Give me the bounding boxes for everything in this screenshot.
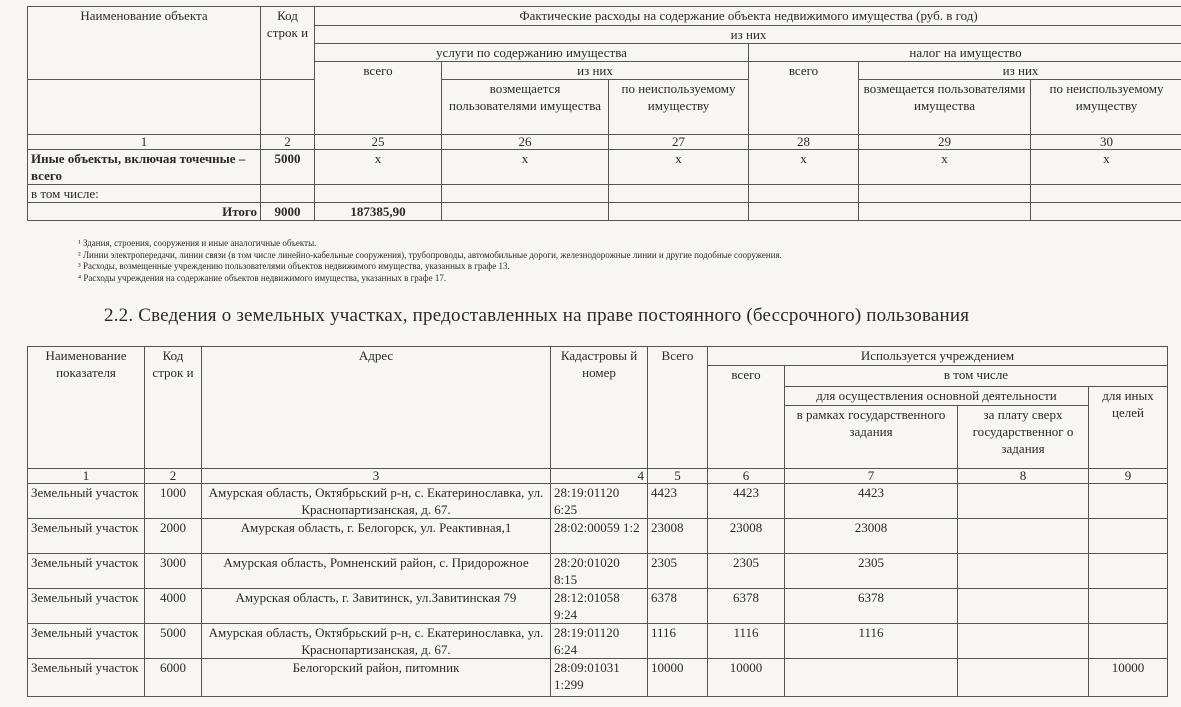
footnote: ² Линии электропередачи, линии связи (в том числе линейно-кабельные сооружения), трубопроводы, автомобильные дороги, железнодорожные линии и другие подобные сооружения.: [78, 249, 782, 260]
row-other: [1089, 519, 1168, 554]
row-code: 4000: [145, 589, 202, 624]
header-services-of-them: из них: [442, 62, 749, 80]
header-line-code: Код строк и: [145, 347, 202, 469]
column-number: 4: [551, 469, 648, 484]
section-title: 2.2. Сведения о земельных участках, предоставленных на праве постоянного (бессрочного) пользования: [104, 305, 970, 326]
row-value: [442, 203, 609, 221]
row-state-task: 6378: [785, 589, 958, 624]
row-code: 3000: [145, 554, 202, 589]
header-tax-of-them: из них: [859, 62, 1181, 80]
column-numbers-row: [28, 135, 1181, 150]
header-actual-expenses: Фактические расходы на содержание объекта недвижимого имущества (руб. в год): [315, 7, 1181, 26]
row-value: [442, 185, 609, 203]
row-value: [315, 185, 442, 203]
footnote: ⁴ Расходы учреждения на содержание объектов недвижимого имущества, указанных в графе 17.: [78, 272, 447, 283]
row-address: Амурская область, г. Белогорск, ул. Реактивная,1: [202, 519, 551, 554]
row-code: 6000: [145, 659, 202, 697]
header-including: в том числе: [785, 366, 1168, 387]
land-plots-table: [27, 346, 1168, 697]
row-address: Амурская область, г. Завитинск, ул.Завитинская 79: [202, 589, 551, 624]
row-used: 2305: [708, 554, 785, 589]
table-row: [28, 624, 1168, 659]
row-other: [1089, 484, 1168, 519]
row-paid: [958, 484, 1089, 519]
row-other: 10000: [1089, 659, 1168, 697]
header-used-total: всего: [708, 366, 785, 469]
row-code: 1000: [145, 484, 202, 519]
row-value: 187385,90: [315, 203, 442, 221]
row-value: x: [1031, 150, 1181, 185]
column-number: 28: [749, 135, 859, 150]
row-cadastral: 28:02:00059 1:2: [551, 519, 648, 554]
row-name: Земельный участок: [28, 519, 145, 554]
header-property-tax: налог на имущество: [749, 44, 1181, 62]
row-name: Земельный участок: [28, 589, 145, 624]
row-name: Итого: [28, 203, 261, 221]
row-cadastral: 28:09:01031 1:299: [551, 659, 648, 697]
column-number: 2: [261, 135, 315, 150]
row-value: x: [609, 150, 749, 185]
row-other: [1089, 624, 1168, 659]
row-value: [1031, 185, 1181, 203]
row-value: [859, 185, 1031, 203]
column-number: 3: [202, 469, 551, 484]
row-paid: [958, 519, 1089, 554]
column-number: 6: [708, 469, 785, 484]
row-cadastral: 28:19:01120 6:25: [551, 484, 648, 519]
row-value: x: [442, 150, 609, 185]
row-name: Иные объекты, включая точечные – всего: [28, 150, 261, 185]
row-code: 5000: [261, 150, 315, 185]
header-used-by-institution: Используется учреждением: [708, 347, 1168, 366]
row-cadastral: 28:19:01120 6:24: [551, 624, 648, 659]
row-value: [609, 185, 749, 203]
row-cadastral: 28:20:01020 8:15: [551, 554, 648, 589]
table-row: [28, 589, 1168, 624]
row-value: [609, 203, 749, 221]
row-name: Земельный участок: [28, 624, 145, 659]
header-other-purposes: для иных целей: [1089, 387, 1168, 469]
row-state-task: 1116: [785, 624, 958, 659]
row-value: x: [315, 150, 442, 185]
table-row: [28, 484, 1168, 519]
row-other: [1089, 589, 1168, 624]
header-cadastral-number: Кадастровы й номер: [551, 347, 648, 469]
column-number: 9: [1089, 469, 1168, 484]
row-code: 5000: [145, 624, 202, 659]
row-paid: [958, 554, 1089, 589]
row-name: Земельный участок: [28, 554, 145, 589]
header-tax-reimbursed: возмещается пользователями имущества: [859, 80, 1031, 135]
row-total: 6378: [648, 589, 708, 624]
row-code: 9000: [261, 203, 315, 221]
header-state-task: в рамках государственного задания: [785, 406, 958, 469]
header-line-code: Код строк и: [261, 7, 315, 80]
header-services-reimbursed: возмещается пользователями имущества: [442, 80, 609, 135]
row-paid: [958, 624, 1089, 659]
real-estate-expenses-table: [27, 6, 1181, 221]
row-value: [749, 203, 859, 221]
column-number: 7: [785, 469, 958, 484]
column-number: 5: [648, 469, 708, 484]
header-tax-total: всего: [749, 62, 859, 135]
header-address: Адрес: [202, 347, 551, 469]
table-row: [28, 519, 1168, 554]
footnote: ³ Расходы, возмещенные учреждению пользователями объектов недвижимого имущества, указанных в графе 13.: [78, 261, 510, 271]
row-state-task: [785, 659, 958, 697]
column-number: 29: [859, 135, 1031, 150]
header-services-unused: по неиспользуемому имуществу: [609, 80, 749, 135]
column-numbers-row: [28, 469, 1168, 484]
row-used: 6378: [708, 589, 785, 624]
row-value: [1031, 203, 1181, 221]
header-indicator-name: Наименование показателя: [28, 347, 145, 469]
header-tax-unused: по неиспользуемому имуществу: [1031, 80, 1181, 135]
column-number: 1: [28, 135, 261, 150]
row-used: 4423: [708, 484, 785, 519]
header-of-them: из них: [315, 26, 1181, 44]
row-value: x: [749, 150, 859, 185]
row-address: Белогорский район, питомник: [202, 659, 551, 697]
row-value: [749, 185, 859, 203]
footnote: ¹ Здания, строения, сооружения и иные аналогичные объекты.: [78, 238, 317, 248]
row-address: Амурская область, Октябрьский р-н, с. Екатеринославка, ул. Краснопартизанская, д. 67.: [202, 624, 551, 659]
row-paid: [958, 589, 1089, 624]
row-total: 2305: [648, 554, 708, 589]
row-state-task: 23008: [785, 519, 958, 554]
table-row: [28, 554, 1168, 589]
row-code: [261, 185, 315, 203]
row-name: Земельный участок: [28, 484, 145, 519]
column-number: 8: [958, 469, 1089, 484]
table-row: [28, 150, 1181, 185]
row-value: [859, 203, 1031, 221]
row-used: 23008: [708, 519, 785, 554]
row-total: 4423: [648, 484, 708, 519]
header-object-name: Наименование объекта: [28, 7, 261, 80]
row-paid: [958, 659, 1089, 697]
row-state-task: 4423: [785, 484, 958, 519]
column-number: 2: [145, 469, 202, 484]
row-used: 1116: [708, 624, 785, 659]
header-main-activity: для осуществления основной деятельности: [785, 387, 1089, 406]
row-cadastral: 28:12:01058 9:24: [551, 589, 648, 624]
column-number: 1: [28, 469, 145, 484]
row-code: 2000: [145, 519, 202, 554]
header-total: Всего: [648, 347, 708, 469]
header-maintenance-services: услуги по содержанию имущества: [315, 44, 749, 62]
column-number: 27: [609, 135, 749, 150]
row-total: 23008: [648, 519, 708, 554]
row-other: [1089, 554, 1168, 589]
footnotes: [78, 238, 782, 284]
row-value: x: [859, 150, 1031, 185]
row-total: 1116: [648, 624, 708, 659]
row-state-task: 2305: [785, 554, 958, 589]
row-address: Амурская область, Октябрьский р-н, с. Екатеринославка, ул. Краснопартизанская, д. 67.: [202, 484, 551, 519]
row-name: Земельный участок: [28, 659, 145, 697]
row-address: Амурская область, Ромненский район, с. Придорожное: [202, 554, 551, 589]
row-name: в том числе:: [28, 185, 261, 203]
header-services-total: всего: [315, 62, 442, 135]
column-number: 26: [442, 135, 609, 150]
column-number: 30: [1031, 135, 1181, 150]
table-row: [28, 659, 1168, 697]
header-paid-above-task: за плату сверх государственног о задания: [958, 406, 1089, 469]
table-row: [28, 185, 1181, 203]
column-number: 25: [315, 135, 442, 150]
total-row: [28, 203, 1181, 221]
row-total: 10000: [648, 659, 708, 697]
row-used: 10000: [708, 659, 785, 697]
